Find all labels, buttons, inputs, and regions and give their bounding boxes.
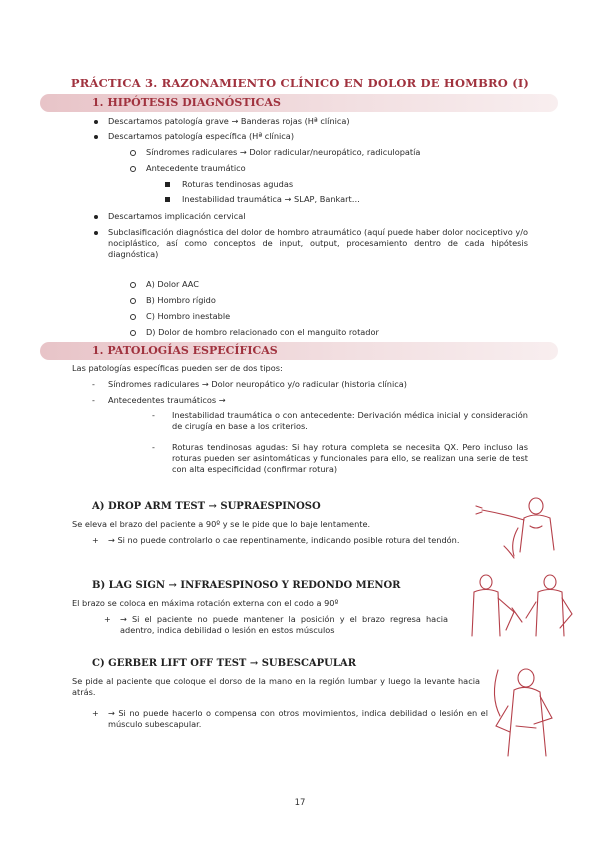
list-item: Síndromes radiculares → Dolor neuropático y/o radicular (historia clínica) xyxy=(108,379,407,389)
test-result: → Si no puede hacerlo o compensa con otros movimientos, indica debilidad o lesión en el músculo subescapular. xyxy=(108,708,488,729)
page-title: PRÁCTICA 3. RAZONAMIENTO CLÍNICO EN DOLOR DE HOMBRO (I) xyxy=(70,76,530,90)
test-heading-drop-arm: A) DROP ARM TEST → SUPRAESPINOSO xyxy=(92,501,321,512)
plus-bullet: + xyxy=(92,709,99,718)
list-item: B) Hombro rígido xyxy=(146,295,216,305)
list-item: Inestabilidad traumática → SLAP, Bankart… xyxy=(182,194,360,204)
test-heading-gerber: C) GERBER LIFT OFF TEST → SUBESCAPULAR xyxy=(92,658,356,669)
list-item: Subclasificación diagnóstica del dolor de hombro atraumático (aquí puede haber dolor nociceptivo y/o nociplástico, así como conceptos de input, output, procesamiento dentro de cada hipótesis diagnóstica) xyxy=(108,227,528,259)
bullet-circle-icon xyxy=(130,298,136,304)
list-item: Roturas tendinosas agudas xyxy=(182,179,294,189)
lag-sign-illustration xyxy=(452,572,580,644)
list-item: Descartamos patología grave → Banderas rojas (Hª clínica) xyxy=(108,116,350,126)
list-item: D) Dolor de hombro relacionado con el manguito rotador xyxy=(146,327,379,337)
list-item: Roturas tendinosas agudas: Si hay rotura completa se necesita QX. Pero incluso las roturas pueden ser asintomáticas y funcionales para ello, se realizan una serie de test con alta especificidad (confirmar rotura) xyxy=(172,442,528,474)
test-description: Se pide al paciente que coloque el dorso de la mano en la región lumbar y luego la levante hacia atrás. xyxy=(72,676,480,697)
list-item: Descartamos patología específica (Hª clínica) xyxy=(108,131,295,141)
bullet-circle-icon xyxy=(130,282,136,288)
dash-bullet: - xyxy=(92,396,95,405)
test-description: El brazo se coloca en máxima rotación externa con el codo a 90º xyxy=(72,598,339,608)
bullet-dot-icon xyxy=(94,120,98,124)
list-item: Descartamos implicación cervical xyxy=(108,211,246,221)
bullet-dot-icon xyxy=(94,215,98,219)
bullet-dot-icon xyxy=(94,135,98,139)
section-heading-patologias: 1. PATOLOGÍAS ESPECÍFICAS xyxy=(92,344,278,357)
section-heading-hipotesis: 1. HIPÓTESIS DIAGNÓSTICAS xyxy=(92,96,281,109)
bullet-circle-icon xyxy=(130,166,136,172)
list-item: C) Hombro inestable xyxy=(146,311,231,321)
page-number: 17 xyxy=(294,798,306,808)
test-result: → Si el paciente no puede mantener la posición y el brazo regresa hacia adentro, indica debilidad o lesión en estos músculos xyxy=(120,614,448,635)
list-item: Antecedente traumático xyxy=(146,163,246,173)
list-item: A) Dolor AAC xyxy=(146,279,199,289)
section-intro: Las patologías específicas pueden ser de dos tipos: xyxy=(72,363,283,373)
bullet-square-icon xyxy=(165,197,170,202)
test-description: Se eleva el brazo del paciente a 90º y se le pide que lo baje lentamente. xyxy=(72,519,371,529)
list-item: Inestabilidad traumática o con antecedente: Derivación médica inicial y consideración de cirugía en base a los criterios. xyxy=(172,410,528,431)
bullet-dot-icon xyxy=(94,231,98,235)
test-result: → Si no puede controlarlo o cae repentinamente, indicando posible rotura del tendón. xyxy=(108,535,460,545)
bullet-circle-icon xyxy=(130,330,136,336)
bullet-circle-icon xyxy=(130,314,136,320)
bullet-square-icon xyxy=(165,182,170,187)
plus-bullet: + xyxy=(92,536,99,545)
test-heading-lag-sign: B) LAG SIGN → INFRAESPINOSO Y REDONDO MENOR xyxy=(92,580,401,591)
bullet-circle-icon xyxy=(130,150,136,156)
list-item: Antecedentes traumáticos → xyxy=(108,395,226,405)
plus-bullet: + xyxy=(104,615,111,624)
gerber-test-illustration xyxy=(486,666,566,762)
dash-bullet: - xyxy=(92,380,95,389)
drop-arm-illustration xyxy=(474,492,570,562)
list-item: Síndromes radiculares → Dolor radicular/neuropático, radiculopatía xyxy=(146,147,421,157)
dash-bullet: - xyxy=(152,411,155,420)
dash-bullet: - xyxy=(152,443,155,452)
